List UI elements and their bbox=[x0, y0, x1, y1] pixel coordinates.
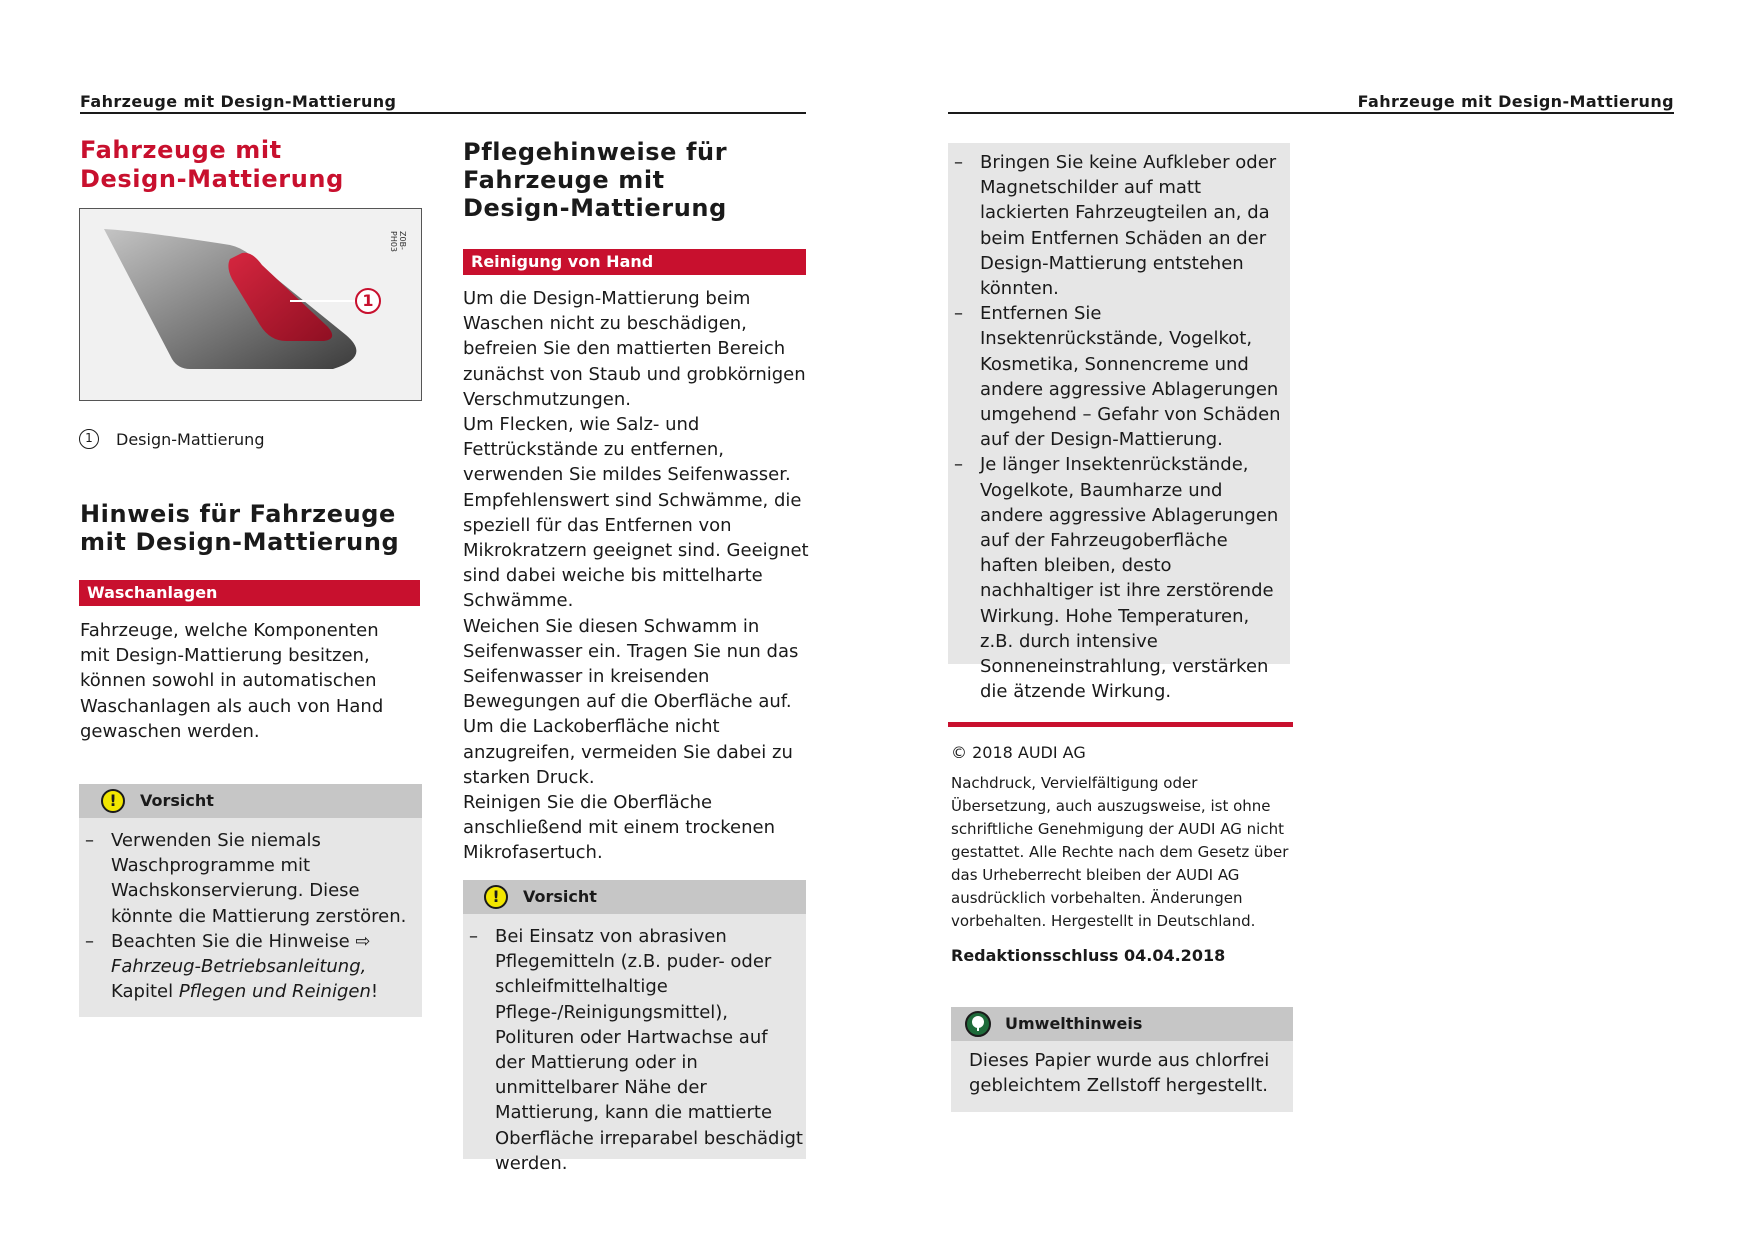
section-bar-reinigung: Reinigung von Hand bbox=[463, 249, 806, 275]
caution-list bbox=[465, 924, 803, 1176]
caution-box-header bbox=[463, 880, 806, 914]
warning-exclamation-icon: ! bbox=[484, 885, 508, 909]
caution-title: Vorsicht bbox=[523, 887, 597, 906]
caution-item-text: Beachten Sie die Hinweise ⇨ bbox=[111, 930, 371, 952]
imprint-red-rule bbox=[948, 722, 1293, 727]
caution-item-text: ! bbox=[370, 981, 379, 1003]
title-design-mattierung: Fahrzeuge mit Design-Mattierung bbox=[80, 136, 344, 193]
caution-item bbox=[950, 150, 1286, 301]
paragraph-waschanlagen bbox=[80, 618, 410, 744]
environment-note bbox=[951, 1007, 1293, 1112]
environment-note-header bbox=[951, 1007, 1293, 1041]
list-dash: – bbox=[954, 454, 963, 476]
list-dash: – bbox=[85, 830, 94, 851]
instruction-paragraph: Um Flecken, wie Salz- und Fettrückstände zu entfernen, verwenden Sie mildes Seifenwasser. Empfehlenswert sind Schwämme, die speziell für das Entfernen von Mikrokratzern geeignet sind. Geeignet sind dabei weiche bis mittelharte Schwämme. bbox=[463, 414, 809, 612]
caution-item-text: Verwenden Sie niemals Waschprogramme mit Wachskonservierung. Diese könnte die Mattierung zerstören. bbox=[111, 830, 407, 927]
header-rule-right bbox=[948, 112, 1674, 114]
warning-exclamation-icon: ! bbox=[101, 789, 125, 813]
environment-note-title: Umwelthinweis bbox=[1005, 1014, 1143, 1033]
figure-caption-number: 1 bbox=[79, 429, 99, 449]
imprint-copyright: © 2018 AUDI AG bbox=[951, 743, 1086, 762]
tree-environment-icon bbox=[965, 1011, 991, 1037]
caution-item bbox=[465, 924, 803, 1176]
instruction-paragraph: Reinigen Sie die Oberfläche anschließend mit einem trockenen Mikrofasertuch. bbox=[463, 792, 776, 864]
caution-item bbox=[950, 301, 1286, 452]
caution-box-header bbox=[79, 784, 422, 818]
reference-manual-title: Fahrzeug-Betriebsanleitung, bbox=[111, 956, 367, 978]
list-dash: – bbox=[954, 152, 963, 173]
reference-chapter-title: Pflegen und Reinigen bbox=[178, 981, 371, 1003]
continued-caution-list bbox=[948, 143, 1290, 703]
caution-item-text: Je länger Insektenrückstände, Vogelkote, Baumharze und andere aggressive Ablagerungen auf der Fahrzeugoberfläche haften bleiben, desto nachhaltiger ist ihre zerstörende Wirkung. Hohe Temperaturen, z.B. durch intensive Sonneneinstrahlung, verstärken die ätzende Wirkung. bbox=[980, 454, 1279, 703]
paragraph-waschanlagen-text: Fahrzeuge, welche Komponenten mit Design-Mattierung besitzen, können sowohl in automatischen Waschanlagen als auch von Hand gewaschen werden. bbox=[80, 620, 384, 742]
list-dash: – bbox=[954, 303, 963, 325]
caution-title: Vorsicht bbox=[140, 791, 214, 810]
caution-box-reinigung bbox=[463, 880, 806, 1174]
caution-item bbox=[81, 828, 419, 929]
cleaning-instructions bbox=[463, 286, 813, 866]
figure-frame bbox=[79, 208, 422, 401]
caution-list bbox=[81, 828, 419, 1004]
continued-items bbox=[950, 150, 1286, 704]
caution-item-text: Bringen Sie keine Aufkleber oder Magnetschilder auf matt lackierten Fahrzeugteilen an, da beim Entfernen Schäden an der Design-Mattierung entstehen könnten. bbox=[980, 152, 1277, 300]
list-dash: – bbox=[85, 930, 94, 952]
imprint-deadline: Redaktionsschluss 04.04.2018 bbox=[951, 946, 1226, 965]
instruction-paragraph: Um die Design-Mattierung beim Waschen nicht zu beschädigen, befreien Sie den mattierten Bereich zunächst von Staub und grobkörnigen Verschmutzungen. bbox=[463, 288, 806, 410]
list-dash: – bbox=[469, 926, 478, 947]
running-head-right: Fahrzeuge mit Design-Mattierung bbox=[1357, 92, 1674, 111]
running-head-left: Fahrzeuge mit Design-Mattierung bbox=[80, 92, 397, 111]
section-title-hinweis: Hinweis für Fahrzeuge mit Design-Mattierung bbox=[80, 500, 400, 556]
environment-note-text: Dieses Papier wurde aus chlorfrei gebleichtem Zellstoff hergestellt. bbox=[969, 1050, 1270, 1097]
caution-item bbox=[81, 929, 419, 1005]
figure-callout-number: 1 bbox=[362, 291, 374, 310]
section-bar-waschanlagen: Waschanlagen bbox=[79, 580, 420, 606]
figure-code: Z0B-PH03 bbox=[389, 231, 407, 253]
header-rule-left bbox=[80, 112, 806, 114]
imprint-text: Nachdruck, Vervielfältigung oder Übersetzung, auch auszugsweise, ist ohne schriftliche Genehmigung der AUDI AG nicht gestattet. Alle Rechte nach dem Gesetz über das Urheberrecht bleiben der AUDI AG ausdrücklich vorbehalten. Änderungen vorbehalten. Hergestellt in Deutschland. bbox=[951, 774, 1289, 930]
instruction-paragraph: Weichen Sie diesen Schwamm in Seifenwasser ein. Tragen Sie nun das Seifenwasser in kreisenden Bewegungen auf die Oberfläche auf. Um die Lackoberfläche nicht anzugreifen, vermeiden Sie dabei zu starken Druck. bbox=[463, 615, 799, 788]
caution-box-waschanlagen bbox=[79, 784, 422, 1017]
caution-item-text: Entfernen Sie Insektenrückstände, Vogelkot, Kosmetika, Sonnencreme und andere aggressive Ablagerungen umgehend – Gefahr von Schäden auf der Design-Mattierung. bbox=[980, 303, 1281, 451]
caution-item-text: Bei Einsatz von abrasiven Pflegemitteln (z.B. puder- oder schleifmittelhaltige Pflege-/Reinigungsmittel), Polituren oder Hartwachse auf der Mattierung oder in unmittelbarer Nähe der Mattierung, kann die mattierte Oberfläche irreparabel beschädigt werden. bbox=[495, 926, 803, 1174]
caution-item-text: Kapitel bbox=[111, 981, 179, 1003]
figure-caption-text: Design-Mattierung bbox=[116, 430, 265, 449]
caution-item bbox=[950, 452, 1286, 704]
title-pflegehinweise: Pflegehinweise für Fahrzeuge mit Design-Mattierung bbox=[463, 138, 728, 222]
